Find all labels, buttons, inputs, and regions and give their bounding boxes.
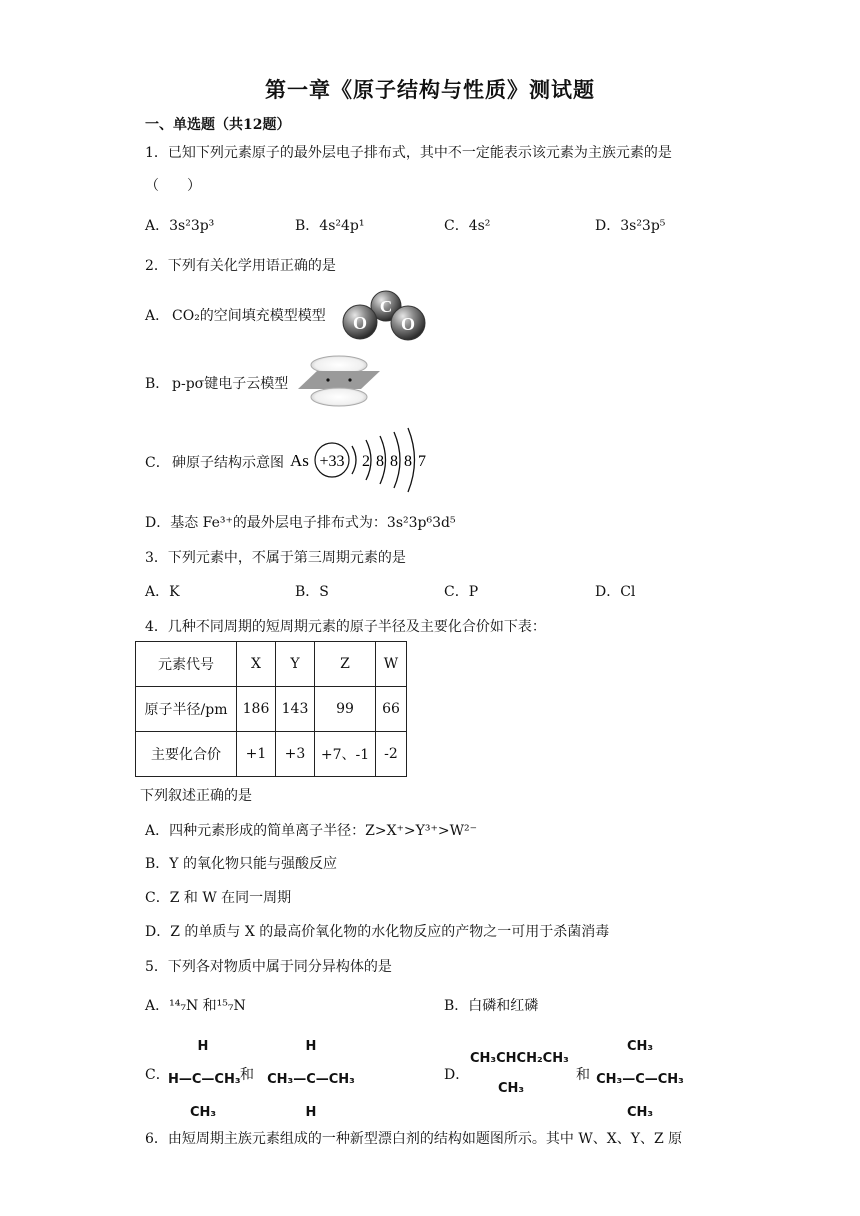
q4-option-c: C．Z 和 W 在同一周期 (145, 890, 292, 906)
and-text: 和 (576, 1067, 590, 1083)
svg-text:7: 7 (418, 453, 426, 470)
model-atom-o-left: O (352, 313, 368, 333)
nucleus-charge: +33 (319, 453, 345, 470)
structural-formula-left: H H—C—CH₃ CH₃ (168, 1039, 241, 1120)
q2-option-d: D．基态 Fe³⁺的最外层电子排布式为：3s²3p⁶3d⁵ (145, 515, 456, 531)
table-cell: 原子半径/pm (136, 687, 237, 732)
q2-option-c-prefix: C． (145, 455, 170, 471)
table-cell: +3 (276, 732, 315, 777)
table-cell: +1 (237, 732, 276, 777)
arsenic-atom-structure-diagram-icon (290, 422, 430, 496)
table-cell: 99 (315, 687, 376, 732)
p-p-sigma-bond-electron-cloud-icon (295, 354, 383, 408)
q4-option-b: B．Y 的氧化物只能与强酸反应 (145, 856, 337, 872)
model-atom-o-right: O (400, 314, 416, 334)
q5-stem: 5．下列各对物质中属于同分异构体的是 (145, 959, 392, 975)
table-cell: Z (315, 642, 376, 687)
q2-option-a-text: CO₂的空间填充模型模型 (172, 308, 326, 324)
q1-option-a: A．3s²3p³ (145, 218, 215, 234)
q3-option-b: B．S (295, 584, 329, 600)
q4-option-d: D．Z 的单质与 X 的最高价氧化物的水化物反应的产物之一可用于杀菌消毒 (145, 924, 610, 940)
q2-stem: 2．下列有关化学用语正确的是 (145, 258, 336, 274)
q3-option-d: D．Cl (595, 584, 636, 600)
q1-option-d: D．3s²3p⁵ (595, 218, 666, 234)
table-row (136, 732, 407, 777)
q4-after-table: 下列叙述正确的是 (140, 788, 252, 804)
co2-space-filling-model-icon (340, 288, 432, 344)
q3-option-a: A．K (145, 584, 180, 600)
structural-formula-right: H CH₃—C—CH₃ H (267, 1039, 355, 1120)
table-row (136, 687, 407, 732)
q5-option-a: A．¹⁴₇N 和¹⁵₇N (145, 998, 246, 1014)
element-data-table (135, 641, 407, 777)
q4-option-a: A．四种元素形成的简单离子半径：Z>X⁺>Y³⁺>W²⁻ (145, 823, 478, 839)
and-text: 和 (240, 1067, 254, 1083)
q4-stem: 4．几种不同周期的短周期元素的原子半径及主要化合价如下表： (145, 619, 546, 635)
table-cell: 元素代号 (136, 642, 237, 687)
table-cell: Y (276, 642, 315, 687)
table-cell: 143 (276, 687, 315, 732)
svg-text:8: 8 (404, 453, 412, 470)
q3-stem: 3．下列元素中，不属于第三周期元素的是 (145, 550, 406, 566)
model-atom-c: C (379, 297, 393, 316)
table-cell: W (376, 642, 407, 687)
table-cell: 主要化合价 (136, 732, 237, 777)
q2-option-a-prefix: A． (145, 308, 170, 324)
q6-stem: 6．由短周期主族元素组成的一种新型漂白剂的结构如题图所示。其中 W、X、Y、Z 原 (145, 1131, 683, 1147)
q5-option-b: B．白磷和红磷 (444, 998, 539, 1014)
q5-option-d-prefix: D． (444, 1067, 470, 1083)
page-title: 第一章《原子结构与性质》测试题 (265, 77, 595, 102)
q2-option-b-prefix: B． (145, 376, 170, 392)
table-cell: 186 (237, 687, 276, 732)
svg-text:8: 8 (376, 453, 384, 470)
q1-paren: （ ） (145, 178, 201, 194)
neopentane-formula: CH₃ CH₃—C—CH₃ CH₃ (596, 1039, 684, 1120)
table-cell: 66 (376, 687, 407, 732)
table-cell: +7、-1 (315, 732, 376, 777)
atom-symbol: As (290, 451, 309, 470)
table-cell: -2 (376, 732, 407, 777)
q3-option-c: C．P (444, 584, 479, 600)
q1-stem: 1．已知下列元素原子的最外层电子排布式，其中不一定能表示该元素为主族元素的是 (145, 145, 672, 161)
table-row (136, 642, 407, 687)
q2-option-b-text: p-pσ键电子云模型 (172, 376, 289, 392)
branched-alkane-formula: CH₃CHCH₂CH₃ CH₃ (470, 1051, 569, 1096)
svg-text:2: 2 (362, 453, 370, 470)
q1-option-c: C．4s² (444, 218, 491, 234)
q1-option-b: B．4s²4p¹ (295, 218, 365, 234)
q5-option-c-prefix: C． (145, 1067, 170, 1083)
table-cell: X (237, 642, 276, 687)
svg-text:8: 8 (390, 453, 398, 470)
section-heading: 一、单选题（共12题） (145, 117, 291, 133)
q2-option-c-text: 砷原子结构示意图 (172, 455, 284, 471)
